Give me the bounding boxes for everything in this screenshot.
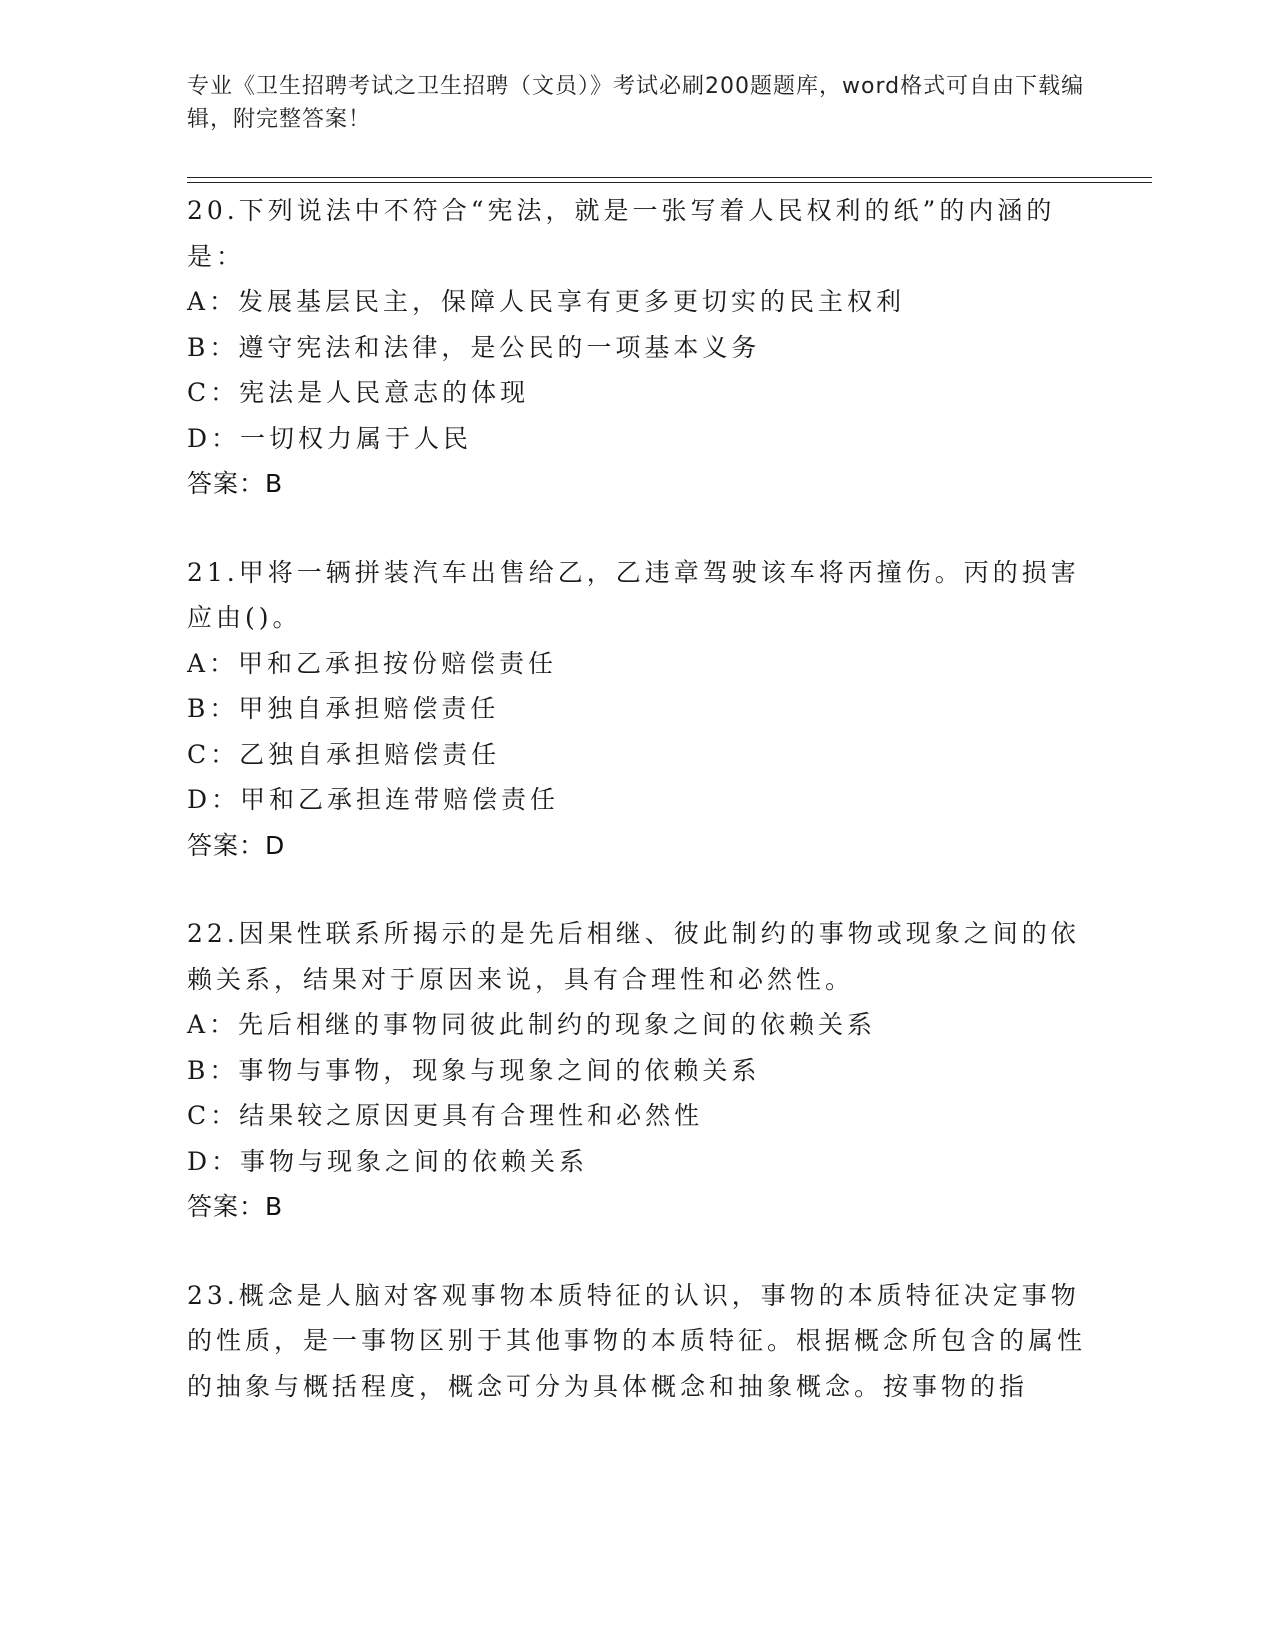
answer: 答案：D [187, 830, 286, 860]
option-d: D：事物与现象之间的依赖关系 [187, 1146, 589, 1176]
question-text: 23.概念是人脑对客观事物本质特征的认识，事物的本质特征决定事物的性质，是一事物区别于其他事物的本质特征。根据概念所包含的属性的抽象与概括程度，概念可分为具体概念和抽象概念。按事物的指 [187, 1280, 1087, 1401]
option-c: C：乙独自承担赔偿责任 [187, 739, 501, 769]
option-c: C：结果较之原因更具有合理性和必然性 [187, 1101, 704, 1130]
option-a: A：发展基层民主，保障人民享有更多更切实的民主权利 [187, 287, 906, 316]
answer: 答案：B [187, 469, 284, 498]
header-rule-top [187, 177, 1152, 178]
option-d: D：一切权力属于人民 [187, 423, 473, 453]
question-text: 20.下列说法中不符合“宪法，就是一张写着人民权利的纸”的内涵的是： [187, 196, 1056, 271]
header-rule-bottom [187, 182, 1152, 183]
option-c: C：宪法是人民意志的体现 [187, 378, 530, 407]
question-23 [187, 1273, 1087, 1410]
question-22 [187, 911, 1087, 1230]
question-21 [187, 550, 1087, 869]
answer: 答案：B [187, 1192, 284, 1221]
question-list [187, 188, 1087, 1452]
question-20 [187, 188, 1087, 507]
option-b: B：甲独自承担赔偿责任 [187, 694, 500, 723]
document-header: 专业《卫生招聘考试之卫生招聘（文员）》考试必刷200题题库，word格式可自由下载编辑，附完整答案！ [187, 74, 1085, 132]
question-text: 22.因果性联系所揭示的是先后相继、彼此制约的事物或现象之间的依赖关系，结果对于原因来说，具有合理性和必然性。 [187, 919, 1080, 994]
option-d: D：甲和乙承担连带赔偿责任 [187, 785, 560, 814]
option-a: A：甲和乙承担按份赔偿责任 [187, 648, 558, 678]
option-b: B：遵守宪法和法律，是公民的一项基本义务 [187, 332, 761, 362]
option-b: B：事物与事物，现象与现象之间的依赖关系 [187, 1055, 761, 1085]
option-a: A：先后相继的事物同彼此制约的现象之间的依赖关系 [187, 1010, 877, 1039]
question-text: 21.甲将一辆拼装汽车出售给乙，乙违章驾驶该车将丙撞伤。丙的损害应由()。 [187, 557, 1080, 632]
